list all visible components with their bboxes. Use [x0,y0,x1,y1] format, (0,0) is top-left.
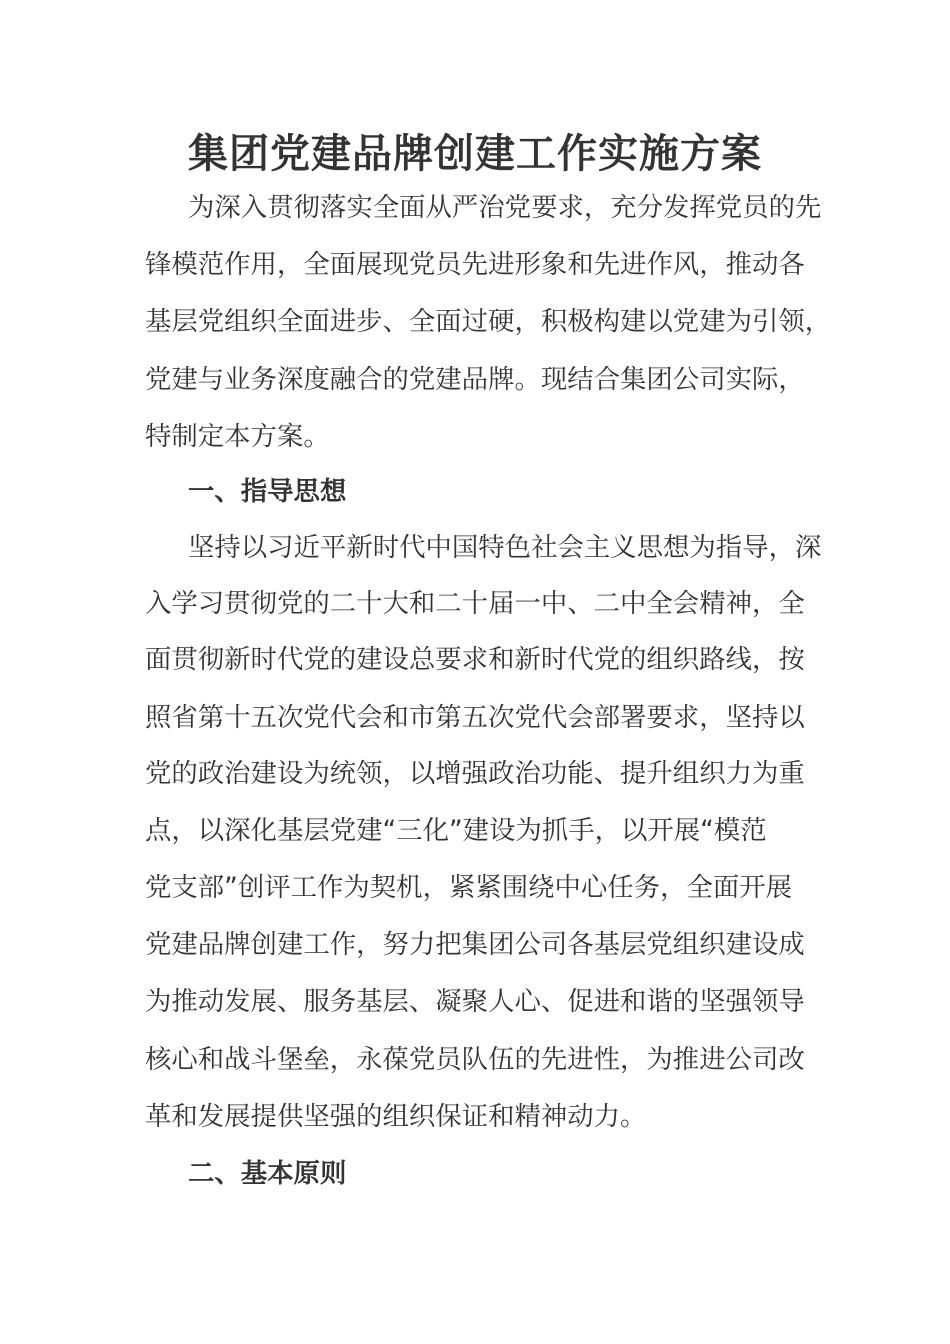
section1-line-3: 面贯彻新时代党的建设总要求和新时代党的组织路线，按 [145,644,805,675]
document-title: 集团党建品牌创建工作实施方案 [188,131,762,177]
section1-line-4: 照省第十五次党代会和市第五次党代会部署要求，坚持以 [145,702,805,733]
section1-line-5: 党的政治建设为统领，以增强政治功能、提升组织力为重 [145,758,805,789]
intro-line-1: 为深入贯彻落实全面从严治党要求，充分发挥党员的先 [188,192,822,223]
section1-line-11: 革和发展提供坚强的组织保证和精神动力。 [145,1101,647,1132]
section1-line-1: 坚持以习近平新时代中国特色社会主义思想为指导，深 [188,532,822,563]
section1-line-6: 点，以深化基层党建“三化”建设为抓手，以开展“模范 [145,815,767,846]
section1-line-9: 为推动发展、服务基层、凝聚人心、促进和谐的坚强领导 [145,986,805,1017]
section1-line-2: 入学习贯彻党的二十大和二十届一中、二中全会精神，全 [145,588,805,619]
section-heading-basic-principles: 二、基本原则 [188,1158,347,1189]
section1-line-8: 党建品牌创建工作，努力把集团公司各基层党组织建设成 [145,929,805,960]
intro-line-5: 特制定本方案。 [145,421,330,452]
section1-line-10: 核心和战斗堡垒，永葆党员队伍的先进性，为推进公司改 [145,1044,805,1075]
intro-line-3: 基层党组织全面进步、全面过硬，积极构建以党建为引领， [145,306,832,337]
intro-line-4: 党建与业务深度融合的党建品牌。现结合集团公司实际， [145,364,805,395]
section-heading-guiding-thought: 一、指导思想 [188,476,347,507]
section1-line-7: 党支部”创评工作为契机，紧紧围绕中心任务，全面开展 [145,872,793,903]
intro-line-2: 锋模范作用，全面展现党员先进形象和先进作风，推动各 [145,249,805,280]
